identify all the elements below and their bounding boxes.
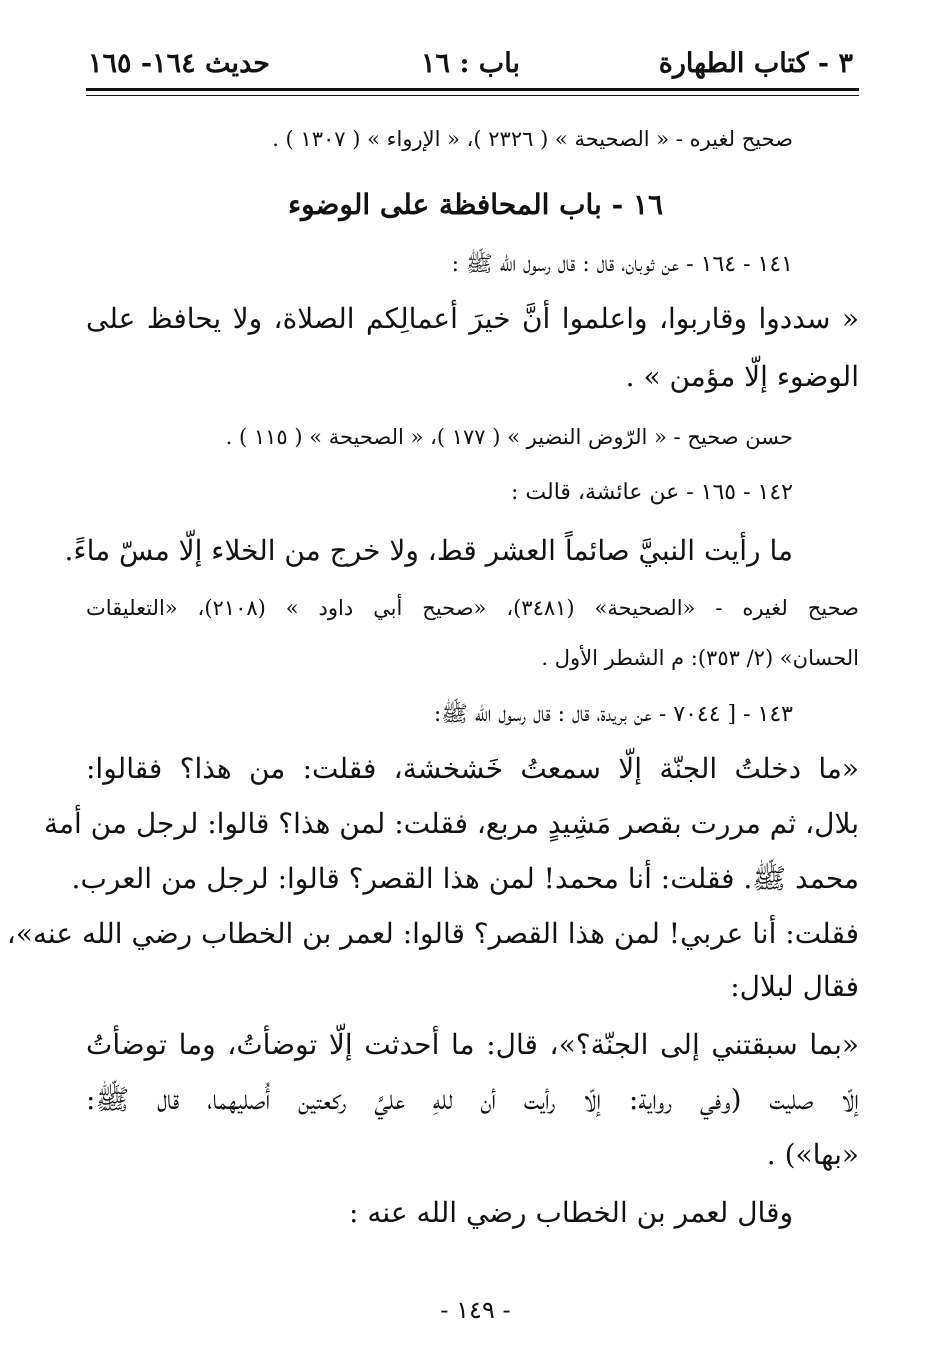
- header-divider-thick: [86, 88, 859, 91]
- hadith-141-grade: حسن صحيح - « الرّوض النضير » ( ١٧٧ )، « الصحيحة » ( ١١٥ ) .: [225, 425, 793, 449]
- hadith-143-text-line-6: «بما سبقتني إلى الجنّة؟»، قال: ما أحدثت إلّا توضأتُ، وما توضأتُ: [86, 1028, 859, 1061]
- hadith-143-text-line-7: إلّا صليت (وفي رواية: إلّا رأيت أن للهِ عليَّ ركعتين أُصليهما، قال ﷺ:: [86, 1083, 859, 1116]
- hadith-141-isnad: ١٤١ - ١٦٤ - عن ثوبان، قال : قال رسول الله ﷺ :: [451, 252, 793, 277]
- grade-line-previous-hadith: صحيح لغيره - « الصحيحة » ( ٢٣٢٦ )، « الإرواء » ( ١٣٠٧ ) .: [272, 127, 793, 151]
- hadith-143-text-line-5: فقال لبلال:: [730, 970, 859, 1003]
- hadith-143-text-line-1: «ما دخلتُ الجنّة إلّا سمعتُ خَشخشة، فقلت: من هذا؟ فقالوا:: [86, 752, 859, 785]
- header-divider-thin: [86, 95, 859, 96]
- hadith-141-text-line-1: « سددوا وقاربوا، واعلموا أنَّ خيرَ أعمالِكم الصلاة، ولا يحافظ على: [86, 302, 859, 335]
- hadith-142-text: ما رأيت النبيَّ صائماً العشر قط، ولا خرج من الخلاء إلّا مسّ ماءً.: [64, 534, 793, 567]
- hadith-143-text-line-8: «بها») .: [766, 1138, 859, 1171]
- hadith-143-text-line-9: وقال لعمر بن الخطاب رضي الله عنه :: [349, 1196, 793, 1229]
- header-chapter-title: ٣ - كتاب الطهارة: [658, 48, 853, 79]
- hadith-141-text-line-2: الوضوء إلّا مؤمن » .: [625, 360, 859, 393]
- hadith-143-text-line-3: محمد ﷺ. فقلت: أنا محمد! لمن هذا القصر؟ قالوا: لرجل من العرب.: [71, 862, 859, 895]
- running-header: [88, 48, 853, 88]
- hadith-142-grade-line-2: الحسان» (٢/ ٣٥٣): م الشطر الأول .: [541, 646, 859, 670]
- hadith-143-isnad: ١٤٣ - [ ٧٠٤٤ - عن بريدة، قال : قال رسول الله ﷺ:: [433, 702, 793, 727]
- header-hadith-range: حديث ١٦٤- ١٦٥: [88, 48, 270, 79]
- hadith-142-grade-line-1: صحيح لغيره - «الصحيحة» (٣٤٨١)، «صحيح أبي داود » (٢١٠٨)، «التعليقات: [86, 596, 859, 620]
- hadith-143-text-line-4: فقلت: أنا عربي! لمن هذا القصر؟ قالوا: لعمر بن الخطاب رضي الله عنه»،: [6, 917, 859, 950]
- hadith-143-text-line-2: بلال، ثم مررت بقصر مَشِيدٍ مربع، فقلت: لمن هذا؟ قالوا: لرجل من أمة: [43, 807, 859, 840]
- chapter-heading: ١٦ - باب المحافظة على الوضوء: [287, 188, 664, 221]
- page-number: - ١٤٩ -: [440, 1296, 511, 1324]
- hadith-142-isnad: ١٤٢ - ١٦٥ - عن عائشة، قالت :: [510, 480, 793, 505]
- header-bab-number: باب : ١٦: [421, 48, 520, 79]
